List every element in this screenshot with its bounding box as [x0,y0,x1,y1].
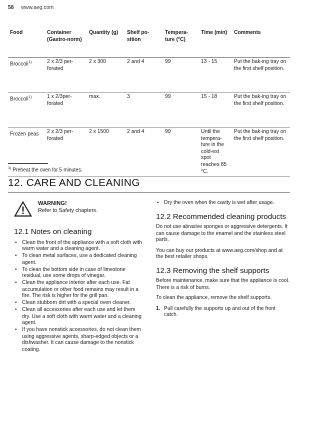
column-header: Quantity (g) [87,29,125,58]
instruction-step [156,306,290,319]
warning-text: Refer to Safety chapters. [38,208,98,214]
footnote-ref: 1) [28,60,32,64]
list-item: • To clean metal surfaces, use a dedicated cleaning agent. [14,253,144,266]
site-url: www.aeg.com [21,5,54,11]
list-item: • To clean the bottom side in case of limestone residual, use some drops of vinegar. [14,267,144,280]
footnote-text: Preheat the oven for 5 minutes. [12,167,83,174]
table-cell: 2 and 4 [125,58,163,93]
list-item: • Clean the appliance interior after each use. Fat accumulation or other food remains may result in a fire. The risk is higher for the grill pan. [14,280,144,300]
list-item: • Clean the front of the appliance with a soft cloth with warm water and a cleaning agent. [14,240,144,253]
footnote-mark: 1) [8,166,12,170]
table-cell-food [8,58,45,93]
table-footnote [8,166,82,174]
table-cell: 99 [163,93,199,128]
list-item: • Clean stubborn dirt with a special oven cleaner. [14,300,144,307]
column-header: Time (min) [199,29,232,58]
table-cell: Put the bak-ing tray on the first shelf position. [232,93,290,128]
table-cell: 13 - 15 [199,58,232,93]
column-header: Food [8,29,45,58]
paragraph: Do not use abrasive sponges or aggressive detergents. It can cause damage to the enamel and the stainless steel parts. [156,224,288,244]
table-row [8,58,290,93]
warning-box [12,200,142,222]
cooking-table-wrapper [8,29,290,177]
table-row [8,93,290,128]
table-cell: 1 x 2/3per-forated [45,93,87,128]
page-header [8,5,54,11]
table-cell: 2 x 1500 [87,128,125,177]
table-cell: 3 [125,93,163,128]
table-cell: 2 x 300 [87,58,125,93]
table-cell: 2 and 4 [125,128,163,177]
footnote-ref: 1) [28,95,32,99]
list-item: • Clean all accessories after each use and let them dry. Use a soft cloth with warm water and a cleaning agent. [14,307,144,327]
section-heading-removing-shelf-supports: 12.3 Removing the shelf supports [156,265,270,275]
table-cell: 15 - 18 [199,93,232,128]
paragraph: You can buy our products at www.aeg.com/shop and at the best retailer shops. [156,247,283,261]
food-name: Frozen peas [10,131,39,138]
left-column [14,228,144,354]
step-text: Pull carefully the supports up and out of the front catch. [164,305,276,319]
column-header: Container (Gastro-norm) [45,29,87,58]
footnote-divider [8,163,48,164]
food-name: Broccoli [10,96,29,103]
table-cell: Put the bak-ing tray on the first shelf position. [232,58,290,93]
table-cell: 2 x 2/3 per-forated [45,58,87,93]
cooking-table [8,29,290,177]
column-header: Tempera-ture (°C) [163,29,199,58]
chapter-title: 12. CARE AND CLEANING [8,177,140,189]
table-cell: Put the bak-ing tray on the first shelf position. [232,128,290,177]
list-item: • Dry the oven when the cavity is wet after usage. [156,200,290,207]
chapter-divider [8,192,290,193]
step-number: 1. [156,305,161,312]
table-cell: 2 x 2/3 per-forated [45,128,87,177]
table-cell: max. [87,93,125,128]
list-item: • If you have nonstick accessories, do not clean them using aggressive agents, sharp-edged objects or a dishwasher. It can cause damage to the nonstick coating. [14,327,144,353]
section-heading-notes-on-cleaning: 12.1 Notes on cleaning [14,227,92,236]
column-header: Comments [232,29,290,58]
table-cell-food [8,93,45,128]
table-header-row [8,29,290,58]
section-heading-recommended-products: 12.2 Recommended cleaning products [156,211,287,221]
cleaning-notes-list [14,240,144,354]
paragraph: Before maintenance, make sure that the appliance is cool. There is a risk of burns. [156,278,290,291]
food-name: Broccoli [10,61,29,68]
right-column [156,200,290,319]
paragraph: To clean the appliance, remove the shelf supports. [156,295,272,302]
warning-triangle-icon [14,201,32,217]
table-cell: 99 [163,128,199,177]
continued-notes-list [156,200,290,207]
warning-title: WARNING! [38,201,67,207]
page-number: 58 [8,5,14,11]
table-cell: Until the tempera-ture in the cold-est spot reaches 85 °C. [199,128,232,177]
column-header: Shelf po-sition [125,29,163,58]
table-cell: 99 [163,58,199,93]
